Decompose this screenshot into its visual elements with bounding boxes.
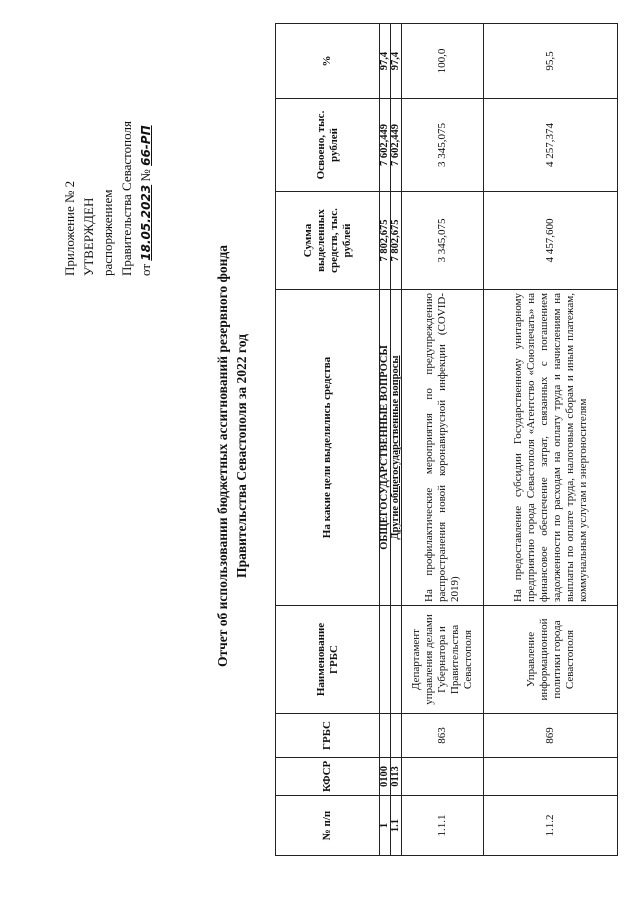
cell-num: 1.1.2 xyxy=(484,796,618,856)
cell-percent: 95,5 xyxy=(484,24,618,99)
cell-name xyxy=(391,606,402,714)
cell-num: 1 xyxy=(380,796,391,856)
cell-purpose: На предоставление субсидии Государственному унитарному предприятию города Севастополя «Агентство «Союзпечать» на финансовое обеспечение затрат, связанных с погашением задолженности по расходам на оплату труда и начислениям на выплаты по оплате труда, налоговым сборам и иным платежам, коммунальным услугам и энергоносителям xyxy=(484,290,618,606)
header-spent: Освоено, тыс. рублей xyxy=(276,99,380,192)
cell-allocated: 4 457,600 xyxy=(484,192,618,290)
cell-percent: 97,4 xyxy=(380,24,391,99)
table-header-row xyxy=(276,24,380,856)
table-row xyxy=(402,24,484,856)
table-row xyxy=(380,24,391,856)
government-label: Правительства Севастополя xyxy=(119,121,134,276)
header-allocated: Сумма выделенных средств, тыс. рублей xyxy=(276,192,380,290)
header-num: № п/п xyxy=(276,796,380,856)
title-line-2: Правительства Севастополя за 2022 год xyxy=(234,334,249,578)
table-row xyxy=(391,24,402,856)
from-prefix: от xyxy=(138,263,153,276)
approval-block xyxy=(60,121,156,276)
header-purpose: На какие цели выделялись средства xyxy=(276,290,380,606)
cell-purpose: Другие общегосударственные вопросы xyxy=(391,290,402,606)
cell-spent: 3 345,075 xyxy=(402,99,484,192)
header-name: Наименование ГРБС xyxy=(276,606,380,714)
cell-num: 1.1.1 xyxy=(402,796,484,856)
cell-kfsr: 0113 xyxy=(391,758,402,796)
cell-grbs xyxy=(391,714,402,758)
cell-percent: 97,4 xyxy=(391,24,402,99)
handwritten-number: 66-РП xyxy=(139,125,153,166)
header-grbs: ГРБС xyxy=(276,714,380,758)
cell-name: Департамент управления делами Губернатора и Правительства Севастополя xyxy=(402,606,484,714)
cell-kfsr: 0100 xyxy=(380,758,391,796)
cell-purpose: ОБЩЕГОСУДАРСТВЕННЫЕ ВОПРОСЫ xyxy=(380,290,391,606)
document-title xyxy=(213,36,251,876)
header-kfsr: КФСР xyxy=(276,758,380,796)
handwritten-date: 18.05.2023 xyxy=(139,184,153,261)
order-label: распоряжением xyxy=(100,189,115,276)
cell-spent: 4 257,374 xyxy=(484,99,618,192)
cell-spent: 7 602,449 xyxy=(391,99,402,192)
cell-allocated: 7 802,675 xyxy=(391,192,402,290)
title-line-1: Отчет об использовании бюджетных ассигнований резервного фонда xyxy=(215,245,230,667)
date-number-line xyxy=(136,121,156,276)
approved-label: УТВЕРЖДЕН xyxy=(81,197,96,276)
cell-name xyxy=(380,606,391,714)
appendix-label: Приложение № 2 xyxy=(62,180,77,276)
cell-kfsr xyxy=(402,758,484,796)
header-percent: % xyxy=(276,24,380,99)
cell-kfsr xyxy=(484,758,618,796)
cell-percent: 100,0 xyxy=(402,24,484,99)
cell-grbs xyxy=(380,714,391,758)
cell-spent: 7 602,449 xyxy=(380,99,391,192)
cell-grbs: 863 xyxy=(402,714,484,758)
cell-allocated: 7 802,675 xyxy=(380,192,391,290)
cell-purpose: На профилактические мероприятия по предупреждению распространения новой коронавирусной инфекции (COVID-2019) xyxy=(402,290,484,606)
cell-name: Управление информационной политики города Севастополя xyxy=(484,606,618,714)
cell-grbs: 869 xyxy=(484,714,618,758)
cell-allocated: 3 345,075 xyxy=(402,192,484,290)
report-table xyxy=(275,23,618,856)
table-row xyxy=(484,24,618,856)
number-prefix: № xyxy=(138,169,153,182)
cell-num: 1.1 xyxy=(391,796,402,856)
